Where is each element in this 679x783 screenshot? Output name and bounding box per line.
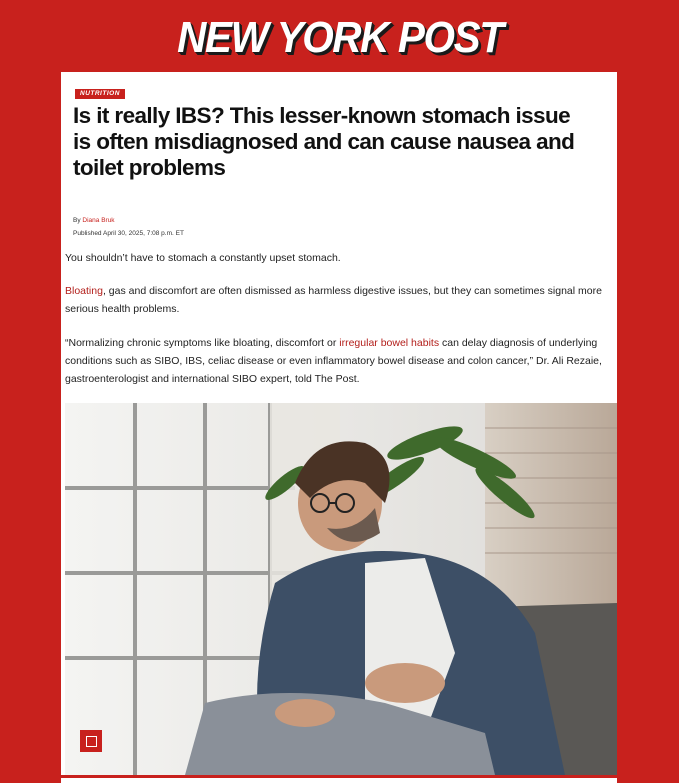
paragraph-2 bbox=[65, 282, 613, 318]
bottom-rule bbox=[61, 775, 617, 778]
section-tag[interactable]: NUTRITION bbox=[75, 89, 125, 99]
article-headline: Is it really IBS? This lesser-known stomach issue is often misdiagnosed and can cause nausea and toilet problems bbox=[73, 103, 575, 180]
masthead bbox=[0, 0, 679, 72]
gallery-icon bbox=[86, 736, 97, 747]
gallery-button[interactable] bbox=[80, 730, 102, 752]
article-photo[interactable] bbox=[65, 403, 617, 775]
paragraph-3-text: can delay diagnosis of underlying conditions such as SIBO, IBS, celiac disease or even inflammatory bowel disease and colon cancer,” Dr. Ali Rezaie, gastroenterologist and international SIBO expert, told The Post. bbox=[65, 337, 602, 385]
paragraph-3-start: “Normalizing chronic symptoms like bloating, discomfort or bbox=[65, 337, 340, 349]
article-card bbox=[61, 72, 617, 783]
bloating-link[interactable]: Bloating bbox=[65, 285, 103, 297]
paragraph-3 bbox=[65, 334, 613, 388]
hand-knee bbox=[275, 699, 335, 727]
author-link[interactable]: Diana Bruk bbox=[82, 217, 115, 224]
byline-prefix: By bbox=[73, 217, 81, 224]
irregular-bowel-habits-link[interactable]: irregular bowel habits bbox=[339, 337, 440, 349]
new-york-post-logo[interactable]: NEW YORK POST bbox=[176, 13, 503, 62]
photo-illustration bbox=[65, 403, 617, 775]
hand-stomach bbox=[365, 663, 445, 703]
paragraph-2-text: , gas and discomfort are often dismissed as harmless digestive issues, but they can sometimes signal more serious health problems. bbox=[65, 285, 602, 315]
paragraph-1: You shouldn’t have to stomach a constantly upset stomach. bbox=[65, 252, 341, 264]
byline bbox=[73, 216, 115, 225]
published-date: Published April 30, 2025, 7:08 p.m. ET bbox=[73, 230, 184, 237]
